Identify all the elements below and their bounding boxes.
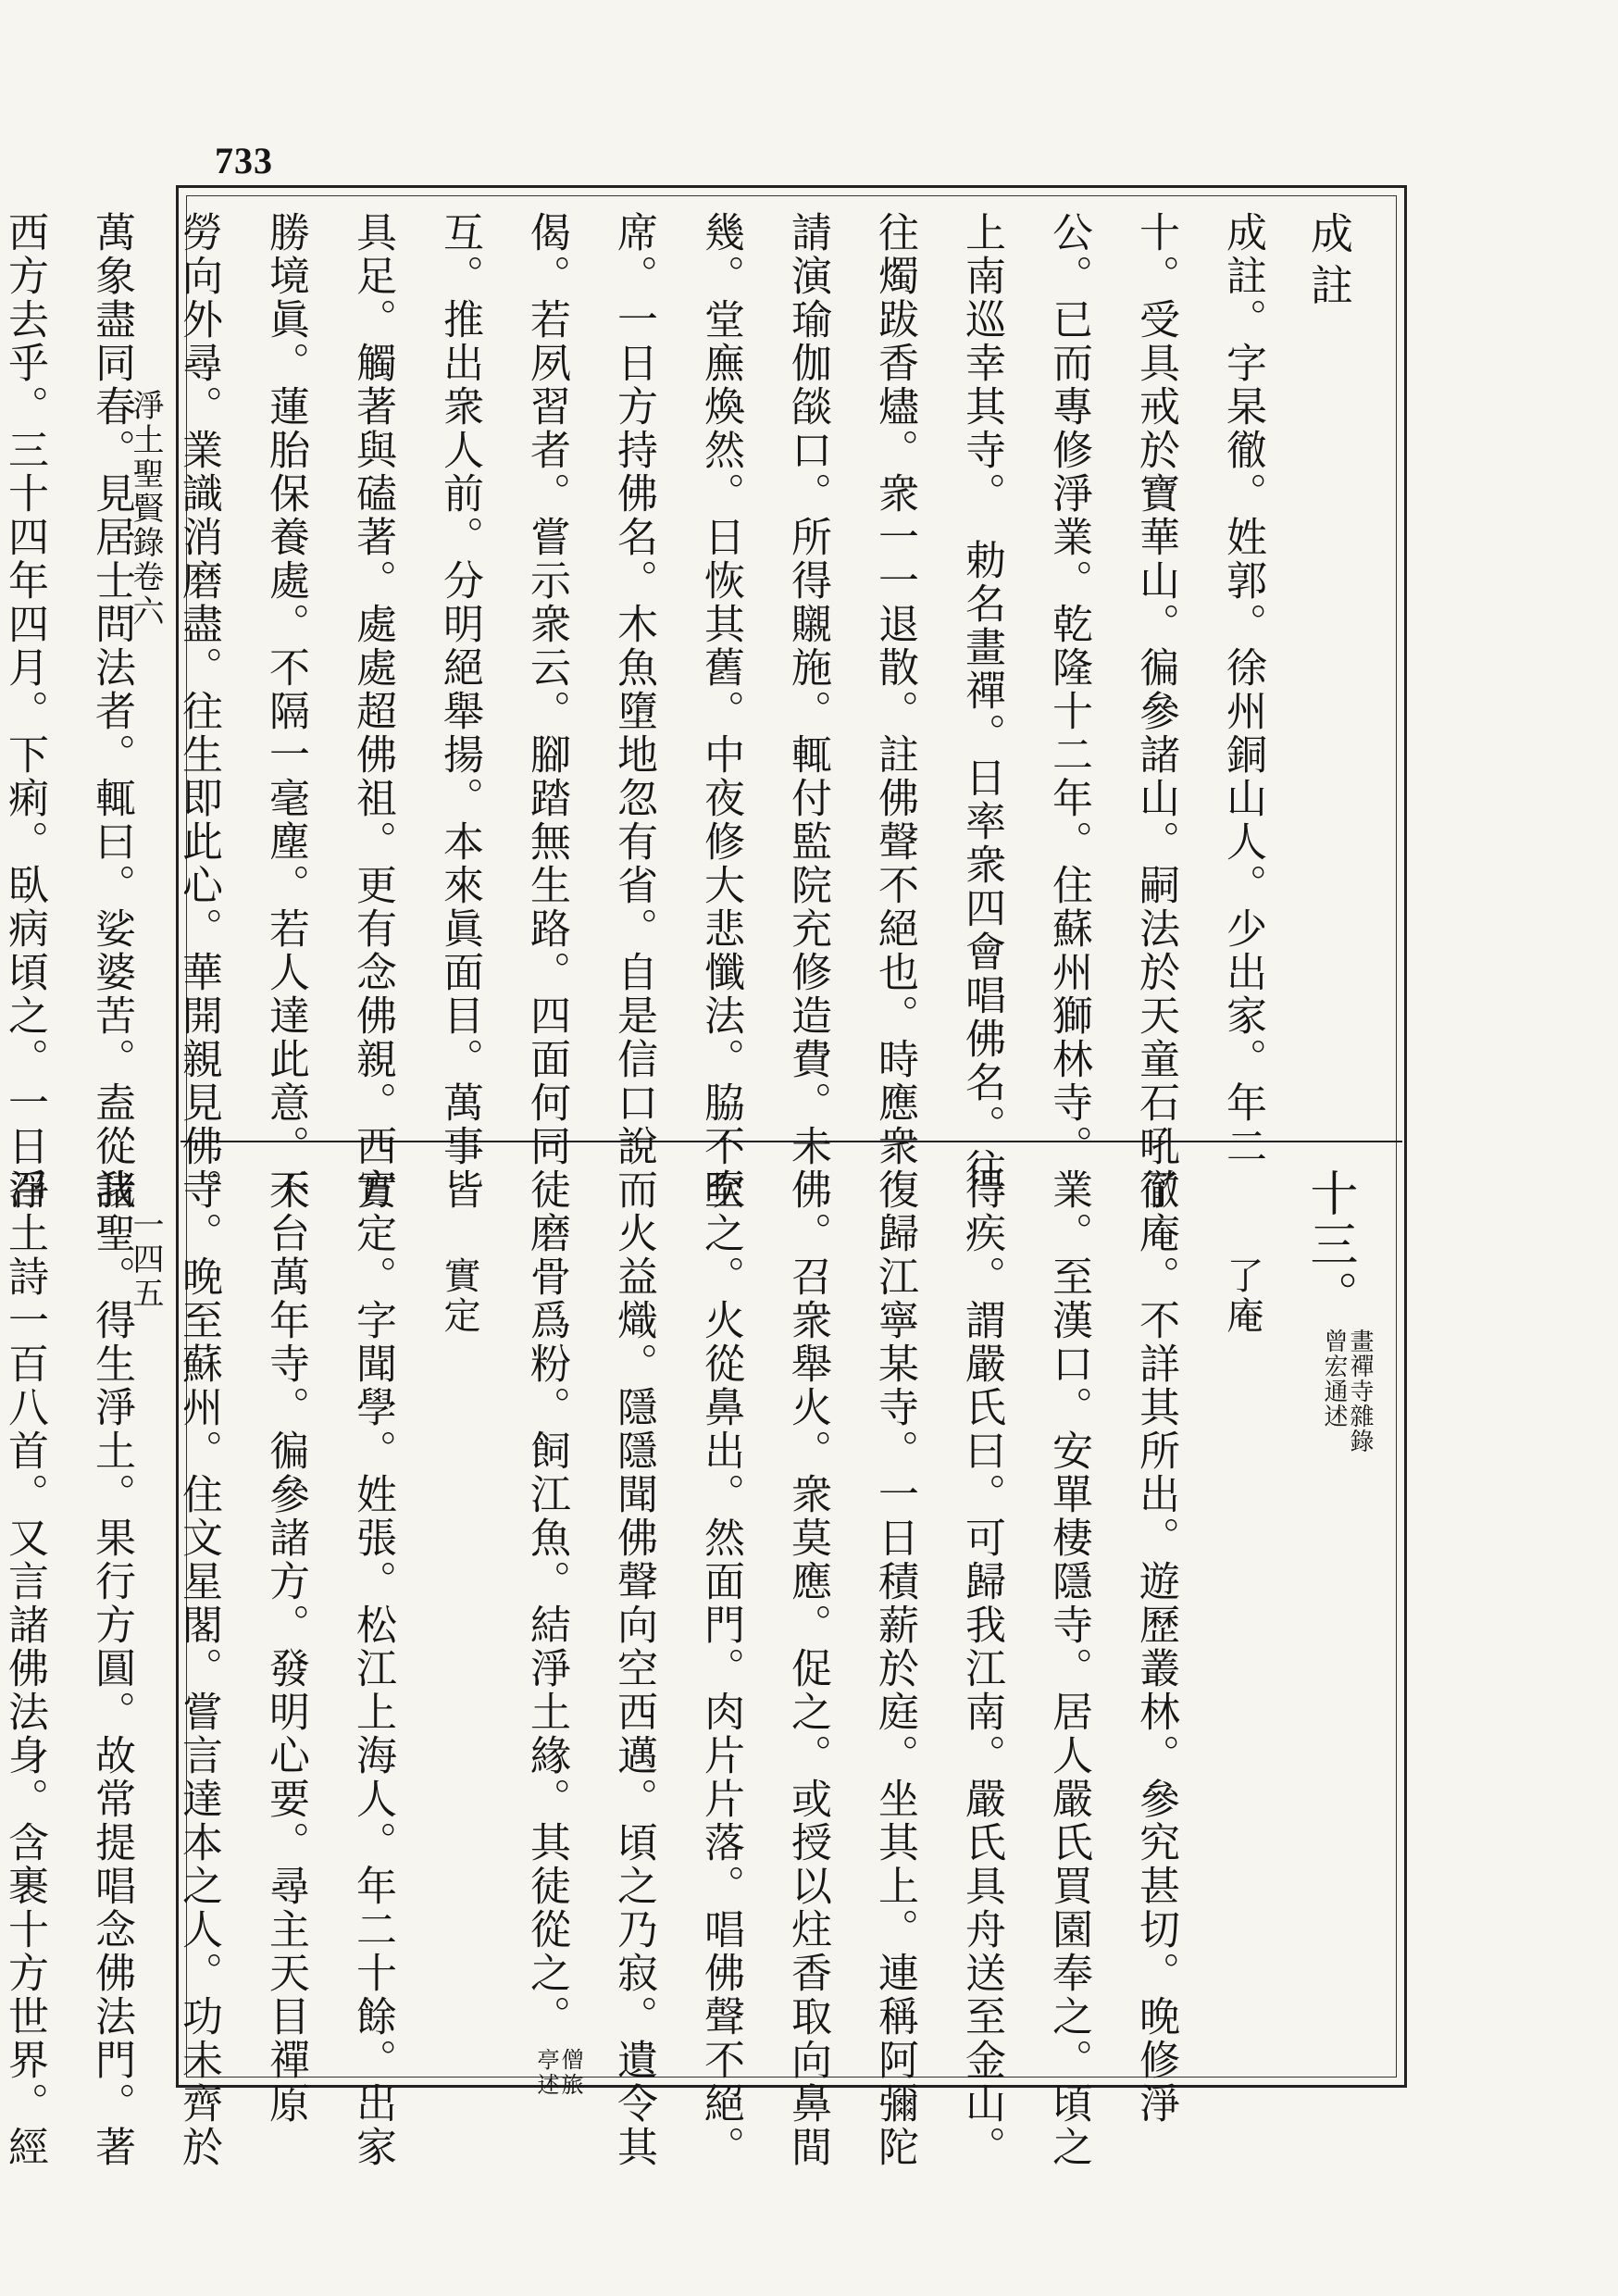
attribution-note-line: 亭述 bbox=[533, 2048, 559, 2098]
entry-number-column bbox=[1286, 1168, 1373, 2076]
lower-text-block bbox=[0, 1168, 1374, 2169]
text-column: 萬象盡同春。見居士問法者。輒曰。娑婆苦。盍從我 bbox=[88, 211, 135, 1212]
entry-source-note-line: 畫禪寺雜錄 bbox=[1346, 1329, 1374, 1454]
text-column: 淨土詩一百八首。又言諸佛法身。含裹十方世界。經 bbox=[1, 1168, 48, 2169]
text-column: 復歸江寧某寺。一日積薪於庭。坐其上。連稱阿彌陀 bbox=[871, 1168, 918, 2169]
text-column: 而火益熾。隱隱聞佛聲向空西邁。頃之乃寂。遺令其 bbox=[610, 1168, 657, 2169]
margin-book-title: 淨土聖賢錄卷六 bbox=[127, 389, 164, 629]
attribution-note bbox=[534, 2048, 582, 2098]
text-column: 具足。觸著與磕著。處處超佛祖。更有念佛親。西方 bbox=[349, 211, 396, 1212]
text-column: 偈。若夙習者。嘗示衆云。腳踏無生路。四面何同 bbox=[523, 211, 570, 1168]
text-column: 天台萬年寺。徧參諸方。發明心要。尋主天目禪原 bbox=[262, 1168, 309, 2126]
margin-folio-number: 一四五 bbox=[127, 1208, 164, 1311]
text-column: 上南巡幸其寺。 勅名畫禪。日率衆四會唱佛名。往 bbox=[958, 211, 1005, 1192]
text-column: 業。至漢口。安單棲隱寺。居人嚴氏買園奉之。頃之 bbox=[1045, 1168, 1092, 2169]
text-column: 成註。字杲徹。姓郭。徐州銅山人。少出家。年二 bbox=[1219, 211, 1266, 1168]
page-number: 733 bbox=[215, 140, 273, 181]
text-column: 佛。召衆舉火。衆莫應。促之。或授以炷香取向鼻間 bbox=[784, 1168, 831, 2169]
text-column: 寺。晚至蘇州。住文星閣。嘗言達本之人。功未齊於 bbox=[175, 1168, 222, 2169]
name-heading-liaoan: 了庵 bbox=[1221, 1256, 1263, 1336]
text-column: 勞向外尋。業識消磨盡。往生即此心。華開親見佛。 bbox=[175, 211, 222, 1212]
text-column-with-note bbox=[503, 1168, 590, 2098]
text-column: 幾。堂廡煥然。日恢其舊。中夜修大悲懺法。脇不至 bbox=[697, 211, 744, 1212]
attribution-note-line: 僧旅 bbox=[557, 2048, 583, 2098]
text-column: 西方去乎。三十四年四月。下痢。臥病頃之。一日召 bbox=[1, 211, 48, 1212]
text-column: 吹之。火從鼻出。然面門。肉片片落。唱佛聲不絕。 bbox=[697, 1168, 744, 2169]
name-heading-shiding: 實定 bbox=[438, 1256, 480, 1336]
text-column: 實定。字聞學。姓張。松江上海人。年二十餘。出家 bbox=[349, 1168, 396, 2169]
text-column: 得疾。謂嚴氏曰。可歸我江南。嚴氏具舟送至金山。 bbox=[958, 1168, 1005, 2169]
entry-number: 十三。 bbox=[1301, 1168, 1357, 1321]
text-column-body: 徒磨骨爲粉。飼江魚。結淨土緣。其徒從之。 bbox=[523, 1168, 570, 2039]
entry-source-note bbox=[1321, 1329, 1373, 1454]
text-column: 勝境眞。蓮胎保養處。不隔一毫塵。若人達此意。不 bbox=[262, 211, 309, 1212]
text-column: 十。受具戒於寶華山。徧參諸山。嗣法於天童石吼徹 bbox=[1132, 211, 1179, 1212]
entry-heading-chengzhu: 成註 bbox=[1304, 211, 1354, 315]
text-column: 席。一日方持佛名。木魚墮地忽有省。自是信口說 bbox=[610, 211, 657, 1168]
text-column: 往燭跋香燼。衆一一退散。註佛聲不絕也。時應衆 bbox=[871, 211, 918, 1168]
text-column: 公。已而專修淨業。乾隆十二年。住蘇州獅林寺。 bbox=[1045, 211, 1092, 1168]
upper-text-block bbox=[0, 211, 1373, 1212]
text-column: 互。推出衆人前。分明絕舉揚。本來眞面目。萬事皆 bbox=[436, 211, 483, 1212]
text-column: 諸聖。得生淨土。果行方圓。故常提唱念佛法門。著 bbox=[88, 1168, 135, 2169]
entry-source-note-line: 曾宏通述 bbox=[1320, 1329, 1348, 1429]
text-column: 請演瑜伽燄口。所得䞋施。輒付監院充修造費。未 bbox=[784, 211, 831, 1168]
text-column: 了庵。不詳其所出。遊歷叢林。參究甚切。晚修淨 bbox=[1132, 1168, 1179, 2126]
